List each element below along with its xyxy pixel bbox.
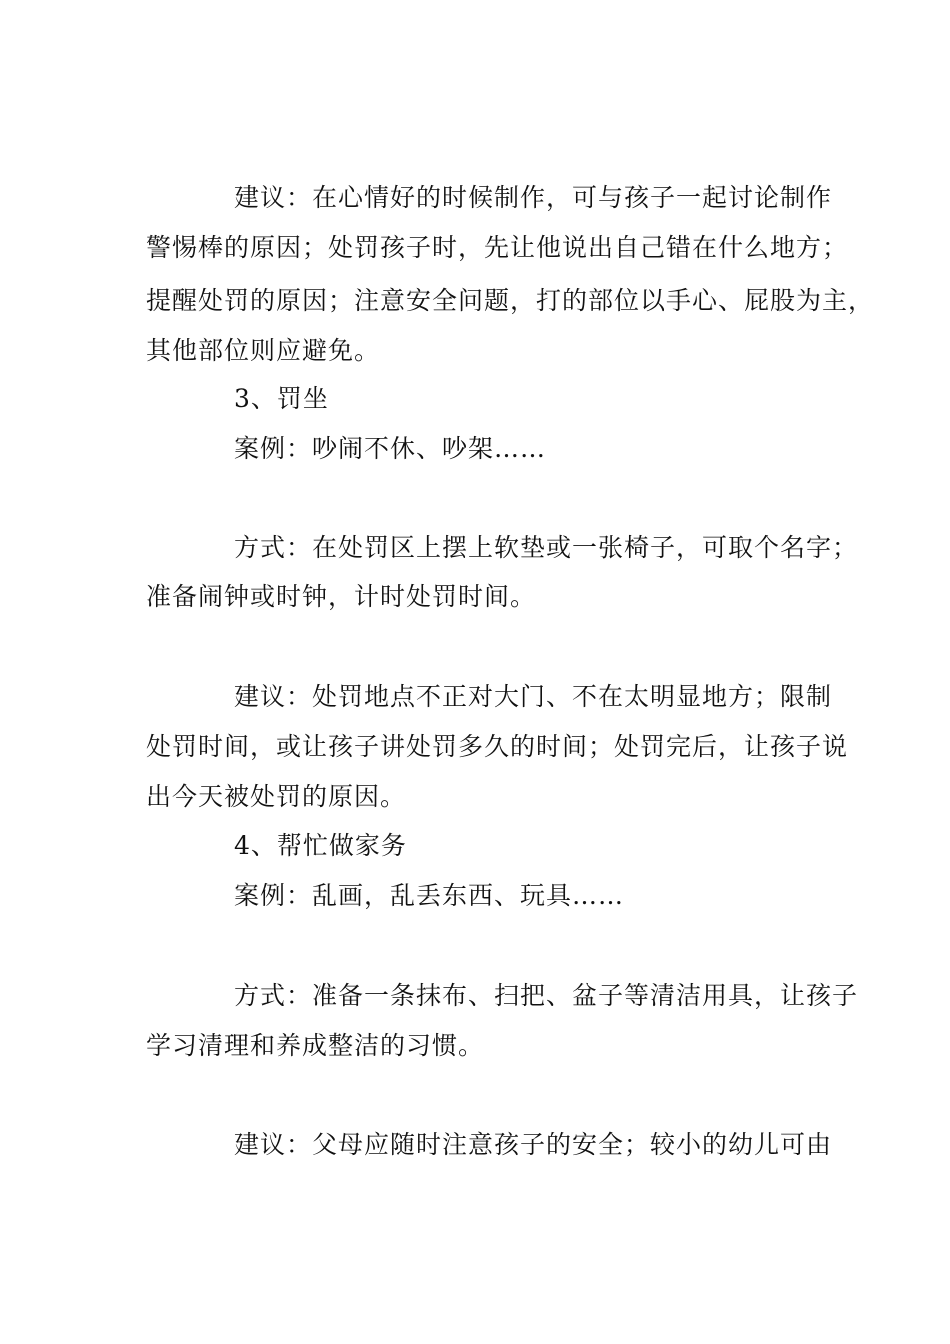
advice-3-line-2: 处罚时间，或让孩子讲处罚多久的时间；处罚完后，让孩子说 (146, 732, 849, 761)
paragraph-advice-1-line-2: 警惕棒的原因；处罚孩子时，先让他说出自己错在什么地方； (146, 233, 849, 262)
method-4-line-1: 方式：准备一条抹布、扫把、盆子等清洁用具，让孩子 (234, 981, 859, 1010)
advice-3-line-1: 建议：处罚地点不正对大门、不在太明显地方；限制 (234, 682, 833, 711)
case-3: 案例：吵闹不休、吵架…… (234, 434, 547, 463)
paragraph-advice-1-line-3: 提醒处罚的原因；注意安全问题，打的部位以手心、屁股为主， (146, 286, 875, 315)
advice-4-line-1: 建议：父母应随时注意孩子的安全；较小的幼儿可由 (234, 1130, 833, 1159)
advice-3-line-3: 出今天被处罚的原因。 (146, 782, 407, 811)
method-4-line-2: 学习清理和养成整洁的习惯。 (146, 1031, 485, 1060)
paragraph-advice-1-line-4: 其他部位则应避免。 (146, 336, 381, 365)
section-heading-4: 4、帮忙做家务 (234, 831, 407, 860)
method-3-line-2: 准备闹钟或时钟，计时处罚时间。 (146, 582, 537, 611)
method-3-line-1: 方式：在处罚区上摆上软垫或一张椅子，可取个名字； (234, 533, 859, 562)
section-heading-3: 3、罚坐 (234, 384, 329, 413)
case-4: 案例：乱画，乱丢东西、玩具…… (234, 881, 625, 910)
paragraph-advice-1-line-1: 建议：在心情好的时候制作，可与孩子一起讨论制作 (234, 183, 833, 212)
